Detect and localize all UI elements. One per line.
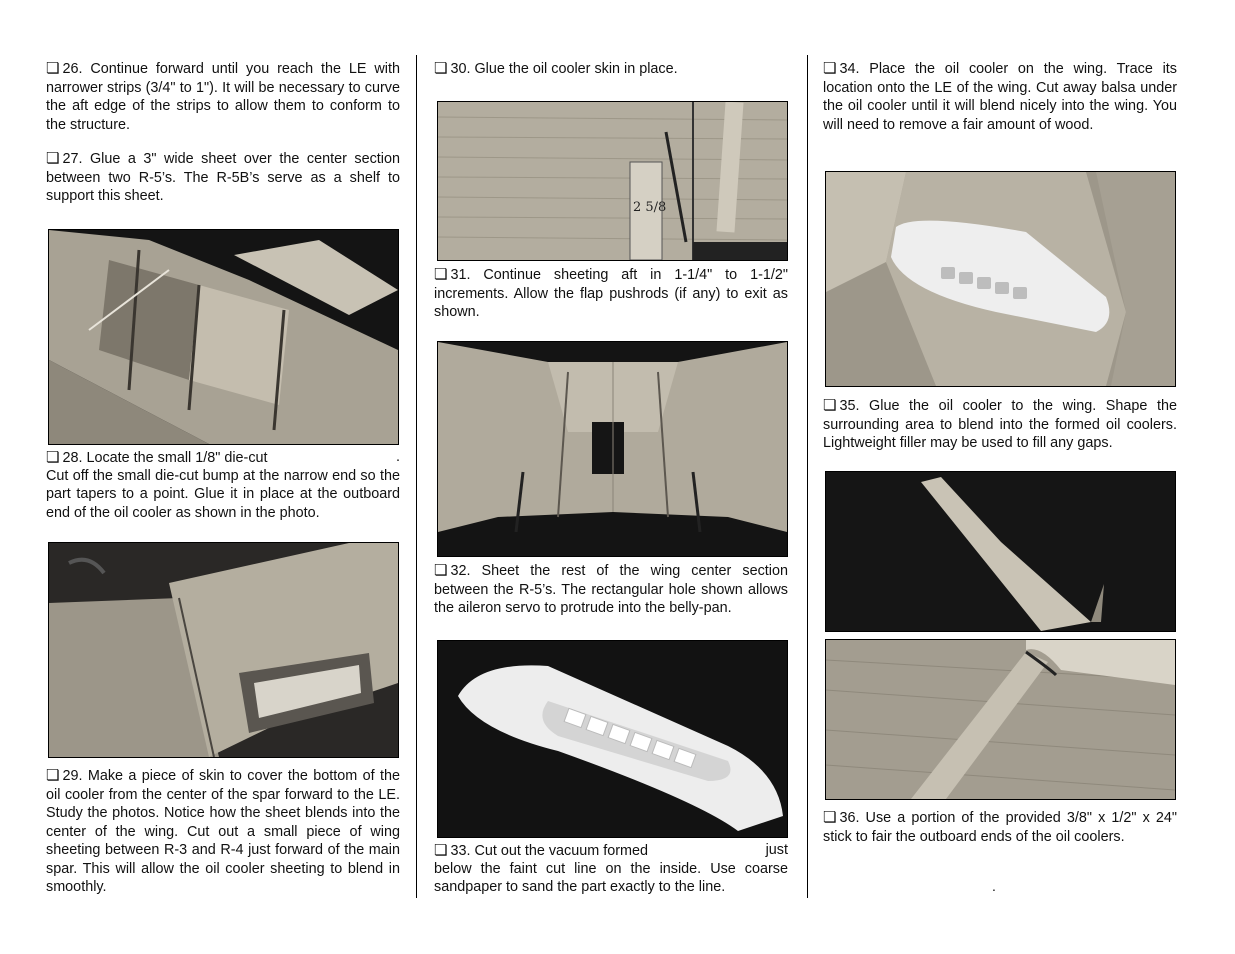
checkbox-icon[interactable]: ❏	[46, 149, 60, 167]
photo-center-section-sheet	[48, 229, 399, 445]
step-32: ❏ 32. Sheet the rest of the wing center section between the R-5’s. The rectangular hole shown allows the aileron servo to protrude into the belly-pan.	[434, 561, 788, 616]
step-30: ❏ 30. Glue the oil cooler skin in place.	[434, 59, 678, 77]
step-29: ❏ 29. Make a piece of skin to cover the bottom of the oil cooler from the center of the spar forward to the LE. Study the photos. Notice how the sheet blends into the center of the wing. Cut out a small piece of wing sheeting between R-3 and R-4 just forward of the main spar. This will allow the oil cooler sheeting to blend in smoothly.	[46, 766, 400, 895]
checkbox-icon[interactable]: ❏	[46, 448, 60, 466]
photo-cooler-on-wing	[825, 171, 1176, 387]
photo-oil-cooler-outboard	[48, 542, 399, 758]
step-33: ❏ 33. Cut out the vacuum formed just below the faint cut line on the inside. Use coarse sandpaper to sand the part exactly to the line.	[434, 841, 788, 895]
photo-wing-center-section	[437, 341, 788, 557]
checkbox-icon[interactable]: ❏	[434, 841, 448, 859]
photo-oil-cooler-skin	[437, 101, 788, 261]
checkbox-icon[interactable]: ❏	[823, 59, 837, 77]
photo-fairing-stick	[825, 471, 1176, 632]
column-divider-left	[416, 55, 417, 898]
dimension-label: 2 5/8	[633, 200, 667, 215]
checkbox-icon[interactable]: ❏	[823, 396, 837, 414]
step-31: ❏ 31. Continue sheeting aft in 1-1/4" to 1-1/2" increments. Allow the flap pushrods (if any) to exit as shown.	[434, 265, 788, 320]
photo-vacuum-formed-cooler	[437, 640, 788, 838]
step-26: ❏ 26. Continue forward until you reach the LE with narrower strips (3/4" to 1"). It will be necessary to curve the aft edge of the strips to allow them to conform to the structure.	[46, 59, 400, 133]
step-35: ❏ 35. Glue the oil cooler to the wing. Shape the surrounding area to blend into the formed oil coolers. Lightweight filler may be used to fill any gaps.	[823, 396, 1177, 451]
step-27: ❏ 27. Glue a 3" wide sheet over the center section between two R-5’s. The R-5B’s serve as a shelf to support this sheet.	[46, 149, 400, 204]
column-divider-right	[807, 55, 808, 898]
checkbox-icon[interactable]: ❏	[46, 766, 60, 784]
step-28: ❏ 28. Locate the small 1/8" die-cut . Cut off the small die-cut bump at the narrow end so the part tapers to a point. Glue it in place at the outboard end of the oil cooler as shown in the photo.	[46, 448, 400, 521]
checkbox-icon[interactable]: ❏	[434, 59, 448, 77]
photo-fairing-installed	[825, 639, 1176, 800]
checkbox-icon[interactable]: ❏	[823, 808, 837, 826]
checkbox-icon[interactable]: ❏	[434, 265, 448, 283]
step-34: ❏ 34. Place the oil cooler on the wing. Trace its location onto the LE of the wing. Cut away balsa under the oil cooler until it will blend nicely into the wing. You will need to remove a fair amount of wood.	[823, 59, 1177, 133]
checkbox-icon[interactable]: ❏	[434, 561, 448, 579]
checkbox-icon[interactable]: ❏	[46, 59, 60, 77]
trailing-dot: .	[992, 878, 996, 894]
step-36: ❏ 36. Use a portion of the provided 3/8" x 1/2" x 24" stick to fair the outboard ends of the oil coolers.	[823, 808, 1177, 845]
